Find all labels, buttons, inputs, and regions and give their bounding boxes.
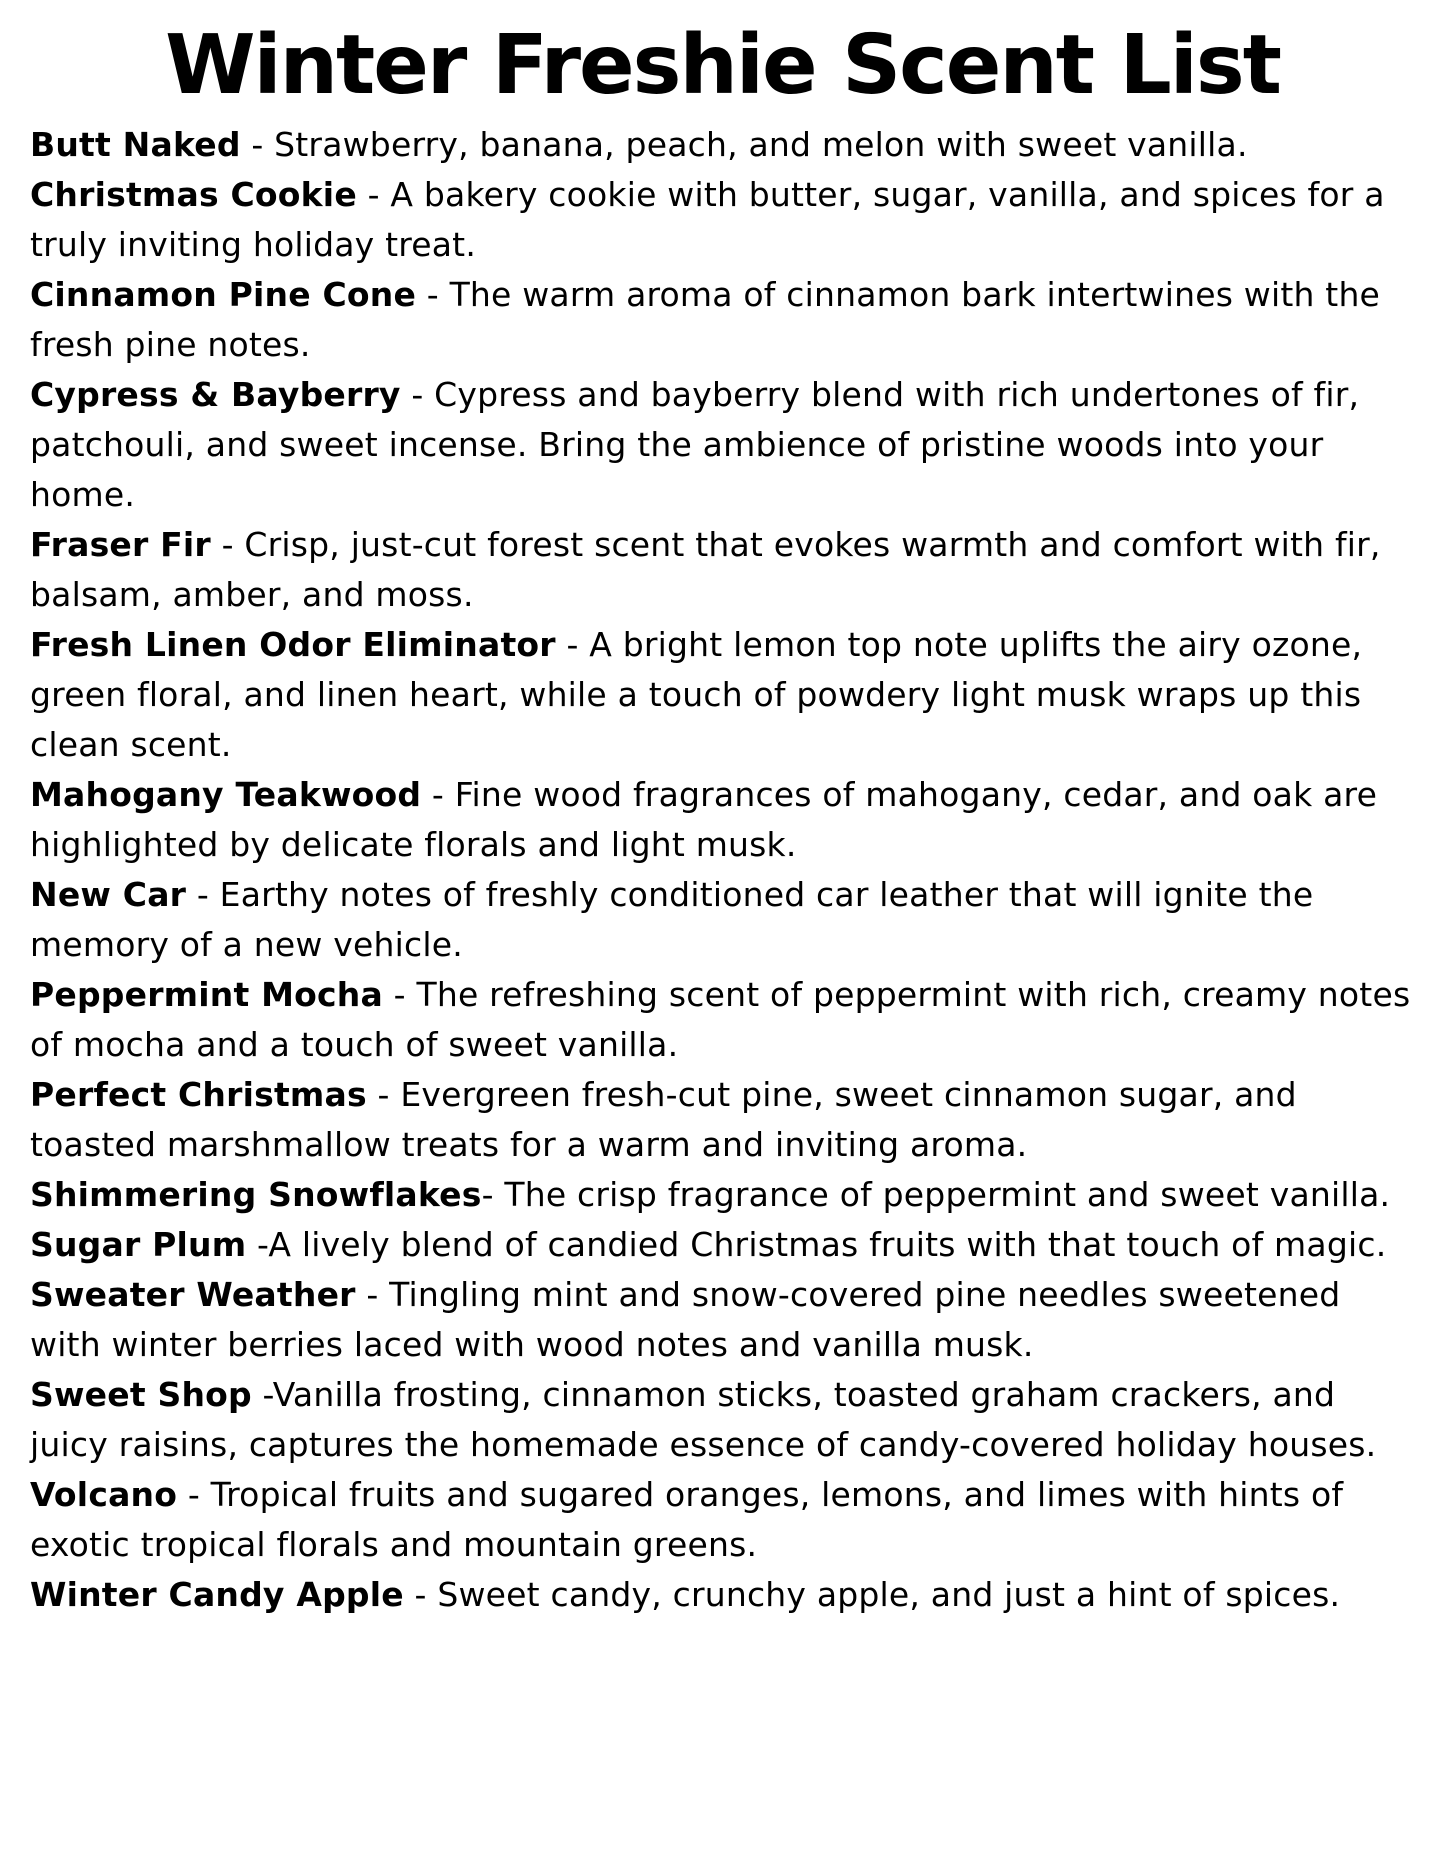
scent-description: Strawberry, banana, peach, and melon with sweet vanilla. — [274, 124, 1248, 164]
scent-description: Crisp, just-cut forest scent that evokes warmth and comfort with fir, balsam, amber, and moss. — [30, 524, 1381, 614]
scent-item — [30, 520, 1415, 620]
scent-separator: - — [210, 524, 245, 564]
scent-name: Shimmering Snowflakes — [30, 1174, 482, 1214]
scent-description: The refreshing scent of peppermint with rich, creamy notes of mocha and a touch of sweet vanilla. — [30, 974, 1411, 1064]
scent-separator: - — [421, 774, 455, 814]
scent-item — [30, 120, 1415, 170]
scent-description: The warm aroma of cinnamon bark intertwines with the fresh pine notes. — [30, 274, 1381, 364]
scent-name: Sweet Shop — [30, 1374, 252, 1414]
scent-item — [30, 1070, 1415, 1170]
scent-item — [30, 170, 1415, 270]
scent-description: Vanilla frosting, cinnamon sticks, toasted graham crackers, and juicy raisins, captures the homemade essence of candy-covered holiday houses. — [30, 1374, 1377, 1464]
scent-name: Cinnamon Pine Cone — [30, 274, 417, 314]
scent-description: Tingling mint and snow-covered pine needles sweetened with winter berries laced with wood notes and vanilla musk. — [30, 1274, 1341, 1364]
scent-item — [30, 1170, 1415, 1220]
scent-separator: - — [177, 1474, 211, 1514]
scent-list — [30, 120, 1415, 1620]
scent-name: Fresh Linen Odor Eliminator — [30, 624, 556, 664]
scent-separator: - — [186, 874, 220, 914]
scent-item — [30, 1220, 1415, 1270]
scent-separator: - — [246, 1224, 269, 1264]
scent-separator: - — [416, 274, 450, 314]
scent-separator: - — [356, 174, 391, 214]
scent-separator: - — [481, 1174, 505, 1214]
scent-item — [30, 270, 1415, 370]
scent-name: Butt Naked — [30, 124, 241, 164]
scent-description: Fine wood fragrances of mahogany, cedar, and oak are highlighted by delicate florals and light musk. — [30, 774, 1378, 864]
scent-description: Evergreen fresh-cut pine, sweet cinnamon sugar, and toasted marshmallow treats for a warm and inviting aroma. — [30, 1074, 1297, 1164]
scent-name: Sweater Weather — [30, 1274, 356, 1314]
scent-item — [30, 970, 1415, 1070]
scent-separator: - — [400, 374, 435, 414]
scent-item — [30, 870, 1415, 970]
scent-name: Mahogany Teakwood — [30, 774, 422, 814]
scent-name: Peppermint Mocha — [30, 974, 383, 1014]
scent-separator: - — [382, 974, 417, 1014]
scent-item — [30, 1570, 1415, 1620]
scent-description: Sweet candy, crunchy apple, and just a hint of spices. — [437, 1574, 1341, 1614]
scent-name: Christmas Cookie — [30, 174, 357, 214]
scent-item — [30, 770, 1415, 870]
scent-item — [30, 370, 1415, 520]
scent-separator: - — [555, 624, 590, 664]
scent-separator: - — [355, 1274, 390, 1314]
scent-name: Fraser Fir — [30, 524, 211, 564]
scent-item — [30, 1470, 1415, 1570]
scent-description: Cypress and bayberry blend with rich undertones of fir, patchouli, and sweet incense. Bring the ambience of pristine woods into your home. — [30, 374, 1360, 514]
scent-description: A lively blend of candied Christmas fruits with that touch of magic. — [268, 1224, 1387, 1264]
scent-description: A bright lemon top note uplifts the airy ozone, green floral, and linen heart, while a touch of powdery light musk wraps up this clean scent. — [30, 624, 1363, 764]
scent-separator: - — [251, 1374, 273, 1414]
scent-name: New Car — [30, 874, 187, 914]
scent-name: Sugar Plum — [30, 1224, 247, 1264]
scent-separator: - — [366, 1074, 401, 1114]
scent-description: A bakery cookie with butter, sugar, vanilla, and spices for a truly inviting holiday treat. — [30, 174, 1385, 264]
scent-item — [30, 1270, 1415, 1370]
scent-description: Earthy notes of freshly conditioned car leather that will ignite the memory of a new vehicle. — [30, 874, 1314, 964]
scent-name: Volcano — [30, 1474, 178, 1514]
scent-separator: - — [403, 1574, 438, 1614]
scent-name: Cypress & Bayberry — [30, 374, 401, 414]
scent-name: Winter Candy Apple — [30, 1574, 404, 1614]
scent-item — [30, 620, 1415, 770]
page-title: Winter Freshie Scent List — [165, 18, 1280, 113]
scent-item — [30, 1370, 1415, 1470]
scent-description: Tropical fruits and sugared oranges, lemons, and limes with hints of exotic tropical florals and mountain greens. — [30, 1474, 1344, 1564]
scent-description: The crisp fragrance of peppermint and sweet vanilla. — [504, 1174, 1391, 1214]
scent-separator: - — [240, 124, 275, 164]
scent-name: Perfect Christmas — [30, 1074, 367, 1114]
